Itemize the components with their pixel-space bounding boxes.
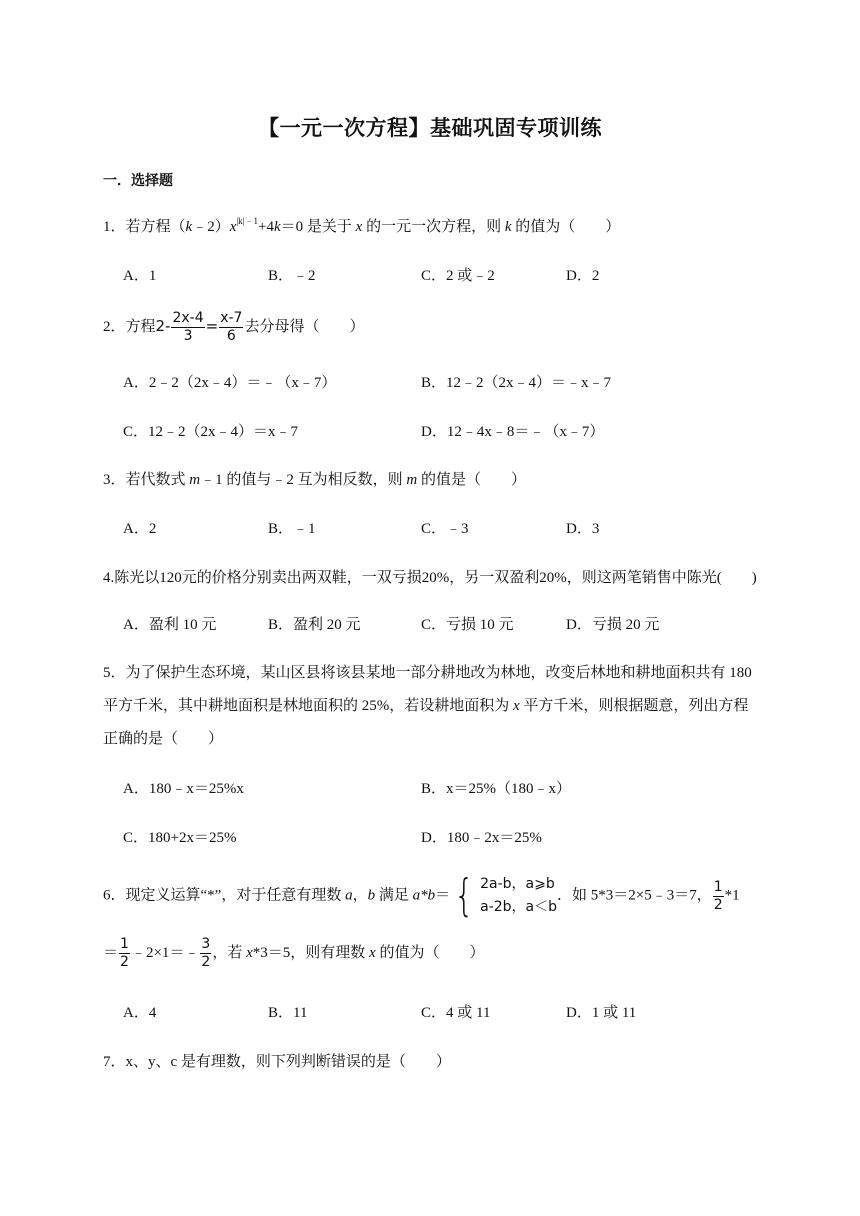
piecewise-definition: { 2a-b，a⩾b a-2b，a＜b — [454, 870, 558, 921]
page-title: 【一元一次方程】基础巩固专项训练 — [258, 116, 602, 140]
q3-option-d: D．3 — [566, 521, 600, 537]
question-4: 4.陈光以120元的价格分别卖出两双鞋，一双亏损20%，另一双盈利20%，则这两笔销售中陈光( ) — [103, 570, 757, 586]
q3-option-a: A．2 — [123, 521, 157, 537]
q4-option-b: B．盈利 20 元 — [268, 617, 361, 633]
q2-option-d: D．12﹣4x﹣8＝﹣（x﹣7） — [421, 424, 605, 440]
q2-option-c: C．12﹣2（2x﹣4）＝x﹣7 — [123, 424, 299, 440]
fraction-half-2: $\frac{1}{2}$ — [120, 936, 129, 970]
question-1: 1．若方程$(k﹣2)x^{|k|﹣1}+4k=0$ 是关于 x 的一元一次方程，则 k 的值为（ ） — [103, 216, 621, 235]
q2-option-b: B．12﹣2（2x﹣4）＝﹣x﹣7 — [421, 375, 612, 391]
question-6-line-2: ＝ $\frac{1}{2}$ ﹣2×1＝﹣ $\frac{3}{2}$ ，若 x*3＝5，则有理数 x 的值为（ ） — [103, 936, 485, 970]
q2-option-a: A．2﹣2（2x﹣4）＝﹣（x﹣7） — [123, 375, 337, 391]
q6-option-c: C．4 或 11 — [421, 1005, 491, 1021]
question-5: 5．为了保护生态环境，某山区县将该县某地一部分耕地改为林地，改变后林地和耕地面积共有 180 平方千米，其中耕地面积是林地面积的 25%，若设耕地面积为 x 平方千米，则根据题意，列出方程正确的是（ ） — [103, 665, 752, 747]
question-6-line-1: 6．现定义运算“*”，对于任意有理数 a，b 满足 a*b＝ { 2a-b，a⩾b a-2b，a＜b ．如 5*3＝2×5﹣3＝7， $\frac{1}{2}$ *1 — [103, 870, 740, 921]
q3-option-c: C．﹣3 — [421, 521, 469, 537]
q6-option-b: B．11 — [268, 1005, 308, 1021]
q5-option-d: D．180﹣2x＝25% — [421, 830, 542, 846]
fraction-three-halves: $\frac{3}{2}$ — [201, 936, 211, 970]
question-2: 2．方程2- $\frac{2x-4}{3}$ = $\frac{x-7}{6}$ 去分母得（ ） — [103, 310, 365, 344]
question-3: 3．若代数式 m﹣1 的值与﹣2 互为相反数，则 m 的值是（ ） — [103, 472, 526, 488]
section-heading: 一．选择题 — [103, 174, 173, 189]
question-7: 7．x、y、c 是有理数，则下列判断错误的是（ ） — [103, 1054, 451, 1070]
q5-option-c: C．180+2x＝25% — [123, 830, 237, 846]
q6-option-d: D．1 或 11 — [566, 1005, 637, 1021]
q5-option-b: B．x＝25%（180﹣x） — [421, 781, 572, 797]
q4-option-d: D．亏损 20 元 — [566, 617, 660, 633]
q1-option-d: D．2 — [566, 268, 600, 284]
q6-option-a: A．4 — [123, 1005, 157, 1021]
q4-option-a: A．盈利 10 元 — [123, 617, 217, 633]
q1-option-c: C．2 或﹣2 — [421, 268, 495, 284]
q5-option-a: A．180﹣x＝25%x — [123, 781, 244, 797]
fraction-half: $\frac{1}{2}$ — [713, 878, 723, 913]
q1-option-b: B．﹣2 — [268, 268, 316, 284]
q4-option-c: C．亏损 10 元 — [421, 617, 514, 633]
fraction-1: $\frac{2x-4}{3}$ — [172, 310, 204, 344]
fraction-2: $\frac{x-7}{6}$ — [220, 310, 243, 344]
q3-option-b: B．﹣1 — [268, 521, 316, 537]
q1-option-a: A．1 — [123, 268, 157, 284]
